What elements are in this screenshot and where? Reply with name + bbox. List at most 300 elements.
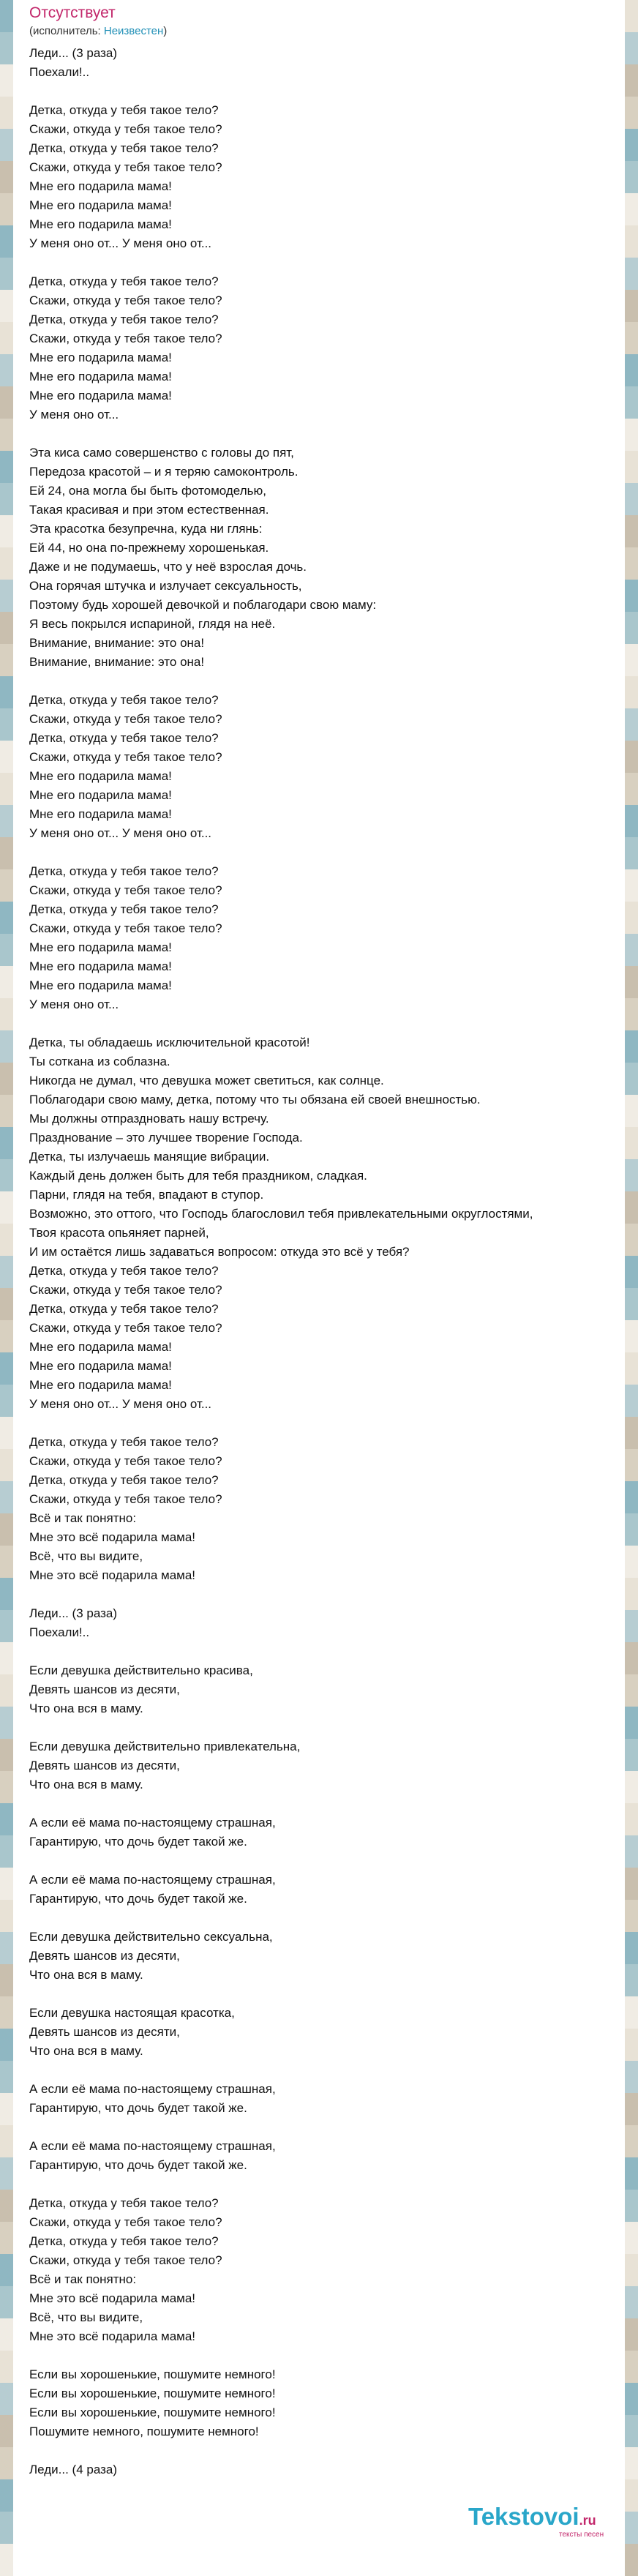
stripe-segment bbox=[625, 1320, 638, 1352]
stripe-segment bbox=[0, 322, 13, 354]
stripe-segment bbox=[0, 1610, 13, 1642]
stripe-segment bbox=[0, 2157, 13, 2190]
lyric-line: Она горячая штучка и излучает сексуальность, bbox=[29, 579, 302, 593]
lyric-line: Девять шансов из десяти, bbox=[29, 1759, 180, 1772]
lyric-line: Девять шансов из десяти, bbox=[29, 2025, 180, 2039]
stripe-segment bbox=[0, 773, 13, 805]
lyric-blank-line bbox=[29, 424, 623, 443]
lyric-line: Мне его подарила мама! bbox=[29, 807, 172, 821]
lyric-line: Девять шансов из десяти, bbox=[29, 1682, 180, 1696]
stripe-segment bbox=[625, 1063, 638, 1095]
logo-name: Tekstovoi bbox=[468, 2503, 579, 2530]
stripe-segment bbox=[625, 1835, 638, 1868]
stripe-segment bbox=[625, 1417, 638, 1449]
lyric-line: Скажи, откуда у тебя такое тело? bbox=[29, 160, 222, 174]
stripe-segment bbox=[0, 1803, 13, 1835]
lyric-blank-line bbox=[29, 2061, 623, 2080]
stripe-segment bbox=[0, 644, 13, 676]
artist-prefix: (исполнитель: bbox=[29, 25, 104, 37]
stripe-segment bbox=[0, 129, 13, 161]
lyric-line: Пошумите немного, пошумите немного! bbox=[29, 2425, 259, 2438]
stripe-segment bbox=[625, 515, 638, 547]
stripe-segment bbox=[625, 612, 638, 644]
lyric-line: Скажи, откуда у тебя такое тело? bbox=[29, 883, 222, 897]
lyric-line: Поехали!.. bbox=[29, 65, 90, 79]
stripe-segment bbox=[0, 258, 13, 290]
lyric-line: Никогда не думал, что девушка может светиться, как солнце. bbox=[29, 1074, 384, 1087]
stripe-segment bbox=[625, 2222, 638, 2254]
stripe-segment bbox=[625, 1352, 638, 1385]
stripe-segment bbox=[0, 2415, 13, 2447]
lyric-blank-line bbox=[29, 672, 623, 691]
lyric-line: Парни, глядя на тебя, впадают в ступор. bbox=[29, 1188, 264, 1202]
lyric-line: Скажи, откуда у тебя такое тело? bbox=[29, 332, 222, 345]
stripe-segment bbox=[0, 1674, 13, 1707]
lyric-line: Детка, откуда у тебя такое тело? bbox=[29, 2196, 219, 2210]
stripe-segment bbox=[625, 1385, 638, 1417]
stripe-segment bbox=[0, 64, 13, 97]
stripe-segment bbox=[0, 2544, 13, 2576]
lyrics-text bbox=[29, 44, 623, 2479]
lyric-line: У меня оно от... У меня оно от... bbox=[29, 236, 212, 250]
stripe-segment bbox=[0, 483, 13, 515]
lyric-line: У меня оно от... У меня оно от... bbox=[29, 826, 212, 840]
stripe-segment bbox=[0, 32, 13, 64]
stripe-segment bbox=[625, 837, 638, 869]
lyric-line: Скажи, откуда у тебя такое тело? bbox=[29, 1454, 222, 1468]
stripe-segment bbox=[625, 1513, 638, 1546]
lyric-line: Мне его подарила мама! bbox=[29, 978, 172, 992]
stripe-segment bbox=[625, 2157, 638, 2190]
lyric-line: Поехали!.. bbox=[29, 1625, 90, 1639]
stripe-segment bbox=[0, 1481, 13, 1513]
stripe-segment bbox=[0, 837, 13, 869]
stripe-segment bbox=[0, 741, 13, 773]
stripe-segment bbox=[0, 2479, 13, 2512]
lyric-line: Мне его подарила мама! bbox=[29, 1378, 172, 1392]
stripe-segment bbox=[0, 1964, 13, 1996]
lyric-line: Девять шансов из десяти, bbox=[29, 1949, 180, 1963]
lyric-line: Скажи, откуда у тебя такое тело? bbox=[29, 712, 222, 726]
lyric-line: У меня оно от... bbox=[29, 408, 119, 422]
lyric-blank-line bbox=[29, 82, 623, 101]
lyric-line: Мне его подарила мама! bbox=[29, 788, 172, 802]
stripe-segment bbox=[0, 1996, 13, 2029]
stripe-segment bbox=[625, 1900, 638, 1932]
stripe-segment bbox=[625, 354, 638, 386]
stripe-segment bbox=[0, 1835, 13, 1868]
stripe-segment bbox=[0, 1578, 13, 1610]
stripe-segment bbox=[0, 1352, 13, 1385]
lyric-line: А если её мама по-настоящему страшная, bbox=[29, 2082, 276, 2096]
stripe-segment bbox=[625, 902, 638, 934]
lyric-line: У меня оно от... bbox=[29, 997, 119, 1011]
stripe-segment bbox=[625, 1191, 638, 1224]
stripe-segment bbox=[625, 2383, 638, 2415]
stripe-segment bbox=[625, 2512, 638, 2544]
stripe-segment bbox=[625, 2286, 638, 2318]
stripe-segment bbox=[625, 1578, 638, 1610]
stripe-segment bbox=[0, 708, 13, 741]
stripe-segment bbox=[625, 290, 638, 322]
logo-tagline: тексты песен bbox=[559, 2531, 604, 2539]
stripe-segment bbox=[0, 2318, 13, 2351]
stripe-segment bbox=[0, 1868, 13, 1900]
lyric-line: Если вы хорошенькие, пошумите немного! bbox=[29, 2386, 276, 2400]
lyric-line: Мне это всё подарила мама! bbox=[29, 1568, 196, 1582]
lyric-line: Детка, откуда у тебя такое тело? bbox=[29, 1435, 219, 1449]
lyric-blank-line bbox=[29, 1852, 623, 1871]
stripe-segment bbox=[0, 869, 13, 902]
lyric-line: Леди... (3 раза) bbox=[29, 1606, 118, 1620]
stripe-segment bbox=[0, 225, 13, 258]
stripe-segment bbox=[0, 1127, 13, 1159]
stripe-segment bbox=[0, 1707, 13, 1739]
lyrics-page bbox=[29, 0, 623, 2550]
stripe-segment bbox=[625, 64, 638, 97]
stripe-segment bbox=[0, 2061, 13, 2093]
stripe-segment bbox=[625, 2415, 638, 2447]
stripe-segment bbox=[625, 1481, 638, 1513]
lyric-line: Леди... (4 раза) bbox=[29, 2463, 118, 2476]
stripe-segment bbox=[0, 2447, 13, 2479]
lyric-line: А если её мама по-настоящему страшная, bbox=[29, 1816, 276, 1830]
stripe-segment bbox=[625, 129, 638, 161]
lyric-line: Гарантирую, что дочь будет такой же. bbox=[29, 1892, 247, 1906]
stripe-segment bbox=[0, 1191, 13, 1224]
lyric-line: А если её мама по-настоящему страшная, bbox=[29, 1873, 276, 1887]
lyric-line: Твоя красота опьяняет парней, bbox=[29, 1226, 209, 1240]
stripe-segment bbox=[625, 1964, 638, 1996]
stripe-segment bbox=[0, 1546, 13, 1578]
stripe-segment bbox=[625, 2544, 638, 2576]
lyric-line: Эта красотка безупречна, куда ни глянь: bbox=[29, 522, 263, 536]
stripe-segment bbox=[625, 1449, 638, 1481]
stripe-segment bbox=[625, 2447, 638, 2479]
tekstovoi-logo[interactable] bbox=[468, 2503, 622, 2541]
lyric-line: Детка, откуда у тебя такое тело? bbox=[29, 1264, 219, 1278]
lyric-line: Что она вся в маму. bbox=[29, 1701, 143, 1715]
stripe-segment bbox=[625, 483, 638, 515]
stripe-segment bbox=[0, 2512, 13, 2544]
stripe-segment bbox=[625, 1674, 638, 1707]
stripe-segment bbox=[625, 2125, 638, 2157]
stripe-segment bbox=[0, 2125, 13, 2157]
stripe-segment bbox=[625, 2254, 638, 2286]
stripe-segment bbox=[625, 193, 638, 225]
stripe-segment bbox=[0, 0, 13, 32]
lyric-line: Скажи, откуда у тебя такое тело? bbox=[29, 1492, 222, 1506]
artist-suffix: ) bbox=[163, 25, 168, 37]
stripe-segment bbox=[0, 1095, 13, 1127]
stripe-segment bbox=[625, 2093, 638, 2125]
stripe-segment bbox=[625, 1288, 638, 1320]
stripe-segment bbox=[625, 386, 638, 419]
stripe-segment bbox=[0, 290, 13, 322]
lyric-blank-line bbox=[29, 1909, 623, 1928]
stripe-segment bbox=[625, 451, 638, 483]
stripe-segment bbox=[625, 32, 638, 64]
stripe-segment bbox=[625, 97, 638, 129]
lyric-line: Что она вся в маму. bbox=[29, 1778, 143, 1791]
logo-tld: .ru bbox=[579, 2513, 596, 2528]
lyric-line: Скажи, откуда у тебя такое тело? bbox=[29, 122, 222, 136]
lyric-line: Детка, откуда у тебя такое тело? bbox=[29, 1302, 219, 1316]
lyric-blank-line bbox=[29, 2175, 623, 2194]
lyric-line: Скажи, откуда у тебя такое тело? bbox=[29, 293, 222, 307]
lyric-line: Мне его подарила мама! bbox=[29, 198, 172, 212]
stripe-segment bbox=[0, 1159, 13, 1191]
lyric-line: Детка, откуда у тебя такое тело? bbox=[29, 2234, 219, 2248]
stripe-segment bbox=[625, 419, 638, 451]
stripe-segment bbox=[625, 773, 638, 805]
lyric-line: Мне его подарила мама! bbox=[29, 1340, 172, 1354]
stripe-segment bbox=[625, 1868, 638, 1900]
lyric-blank-line bbox=[29, 1414, 623, 1433]
stripe-segment bbox=[625, 1610, 638, 1642]
stripe-segment bbox=[625, 1159, 638, 1191]
stripe-segment bbox=[0, 1288, 13, 1320]
stripe-segment bbox=[625, 708, 638, 741]
stripe-segment bbox=[0, 515, 13, 547]
stripe-segment bbox=[625, 1256, 638, 1288]
lyric-blank-line bbox=[29, 1014, 623, 1033]
lyric-blank-line bbox=[29, 2346, 623, 2365]
stripe-segment bbox=[625, 676, 638, 708]
lyric-line: Передоза красотой – и я теряю самоконтроль. bbox=[29, 465, 299, 479]
stripe-segment bbox=[625, 805, 638, 837]
lyric-line: Поэтому будь хорошей девочкой и поблагодари свою маму: bbox=[29, 598, 377, 612]
stripe-segment bbox=[625, 966, 638, 998]
stripe-segment bbox=[0, 354, 13, 386]
stripe-segment bbox=[0, 193, 13, 225]
stripe-segment bbox=[0, 1030, 13, 1063]
lyric-line: Празднование – это лучшее творение Господа. bbox=[29, 1131, 303, 1145]
lyric-line: Всё, что вы видите, bbox=[29, 1549, 143, 1563]
stripe-segment bbox=[0, 805, 13, 837]
stripe-segment bbox=[625, 1996, 638, 2029]
stripe-segment bbox=[625, 644, 638, 676]
stripe-segment bbox=[0, 1224, 13, 1256]
stripe-segment bbox=[0, 934, 13, 966]
lyric-line: Возможно, это оттого, что Господь благословил тебя привлекательными округлостями, bbox=[29, 1207, 533, 1221]
stripe-segment bbox=[0, 1417, 13, 1449]
stripe-segment bbox=[625, 1707, 638, 1739]
lyric-line: Поблагодари свою маму, детка, потому что ты обязана ей своей внешностью. bbox=[29, 1093, 481, 1107]
lyric-line: Детка, откуда у тебя такое тело? bbox=[29, 731, 219, 745]
lyric-line: Мне его подарила мама! bbox=[29, 389, 172, 402]
stripe-segment bbox=[625, 1224, 638, 1256]
lyric-line: Скажи, откуда у тебя такое тело? bbox=[29, 2215, 222, 2229]
lyric-line: Скажи, откуда у тебя такое тело? bbox=[29, 921, 222, 935]
lyric-line: Эта киса само совершенство с головы до пят, bbox=[29, 446, 294, 460]
stripe-segment bbox=[625, 998, 638, 1030]
stripe-segment bbox=[0, 612, 13, 644]
stripe-segment bbox=[625, 2351, 638, 2383]
lyric-line: Мне его подарила мама! bbox=[29, 959, 172, 973]
lyric-line: Скажи, откуда у тебя такое тело? bbox=[29, 1283, 222, 1297]
lyric-blank-line bbox=[29, 1985, 623, 2004]
stripe-segment bbox=[0, 1256, 13, 1288]
stripe-segment bbox=[625, 1546, 638, 1578]
lyric-line: Мне его подарила мама! bbox=[29, 940, 172, 954]
lyric-line: Каждый день должен быть для тебя праздником, сладкая. bbox=[29, 1169, 367, 1183]
lyric-line: Если вы хорошенькие, пошумите немного! bbox=[29, 2367, 276, 2381]
lyric-line: Если девушка действительно привлекательна, bbox=[29, 1740, 301, 1753]
lyric-line: Что она вся в маму. bbox=[29, 2044, 143, 2058]
stripe-segment bbox=[625, 1030, 638, 1063]
stripe-segment bbox=[0, 998, 13, 1030]
stripe-segment bbox=[625, 2029, 638, 2061]
lyric-line: Внимание, внимание: это она! bbox=[29, 636, 205, 650]
stripe-segment bbox=[625, 2190, 638, 2222]
stripe-segment bbox=[0, 2286, 13, 2318]
stripe-segment bbox=[0, 1642, 13, 1674]
lyric-line: Детка, откуда у тебя такое тело? bbox=[29, 274, 219, 288]
stripe-segment bbox=[625, 225, 638, 258]
stripe-segment bbox=[625, 1095, 638, 1127]
stripe-segment bbox=[625, 0, 638, 32]
stripe-segment bbox=[0, 547, 13, 580]
stripe-segment bbox=[625, 547, 638, 580]
stripe-segment bbox=[0, 1739, 13, 1771]
lyric-blank-line bbox=[29, 1642, 623, 1661]
lyric-blank-line bbox=[29, 253, 623, 272]
lyric-line: Мне его подарила мама! bbox=[29, 769, 172, 783]
stripe-segment bbox=[0, 451, 13, 483]
stripe-segment bbox=[0, 2351, 13, 2383]
stripe-segment bbox=[625, 1932, 638, 1964]
lyric-blank-line bbox=[29, 843, 623, 862]
stripe-segment bbox=[0, 419, 13, 451]
lyric-line: Скажи, откуда у тебя такое тело? bbox=[29, 1321, 222, 1335]
lyric-line: Всё, что вы видите, bbox=[29, 2310, 143, 2324]
stripe-segment bbox=[625, 2318, 638, 2351]
lyric-line: Мне его подарила мама! bbox=[29, 351, 172, 364]
stripe-segment bbox=[625, 2061, 638, 2093]
lyric-line: Детка, откуда у тебя такое тело? bbox=[29, 864, 219, 878]
stripe-segment bbox=[0, 676, 13, 708]
stripe-segment bbox=[0, 97, 13, 129]
lyric-line: У меня оно от... У меня оно от... bbox=[29, 1397, 212, 1411]
stripe-segment bbox=[0, 1063, 13, 1095]
lyric-line: Я весь покрылся испариной, глядя на неё. bbox=[29, 617, 276, 631]
lyric-line: Внимание, внимание: это она! bbox=[29, 655, 205, 669]
lyric-blank-line bbox=[29, 1718, 623, 1737]
lyric-line: Мне его подарила мама! bbox=[29, 370, 172, 383]
stripe-segment bbox=[0, 1449, 13, 1481]
song-title: Отсутствует bbox=[29, 4, 116, 21]
lyric-line: Детка, откуда у тебя такое тело? bbox=[29, 693, 219, 707]
stripe-segment bbox=[0, 2029, 13, 2061]
lyric-line: Скажи, откуда у тебя такое тело? bbox=[29, 2253, 222, 2267]
left-decorative-stripe bbox=[0, 0, 13, 2550]
lyric-line: Детка, откуда у тебя такое тело? bbox=[29, 902, 219, 916]
stripe-segment bbox=[0, 580, 13, 612]
stripe-segment bbox=[625, 580, 638, 612]
stripe-segment bbox=[625, 1771, 638, 1803]
lyric-blank-line bbox=[29, 2118, 623, 2137]
lyric-line: Даже и не подумаешь, что у неё взрослая дочь. bbox=[29, 560, 307, 574]
lyric-line: Если девушка действительно красива, bbox=[29, 1663, 253, 1677]
song-artist-line bbox=[29, 25, 167, 37]
stripe-segment bbox=[0, 1320, 13, 1352]
lyric-line: Мне это всё подарила мама! bbox=[29, 1530, 196, 1544]
lyric-line: Скажи, откуда у тебя такое тело? bbox=[29, 750, 222, 764]
lyric-line: Всё и так понятно: bbox=[29, 1511, 137, 1525]
lyric-blank-line bbox=[29, 1794, 623, 1813]
lyric-line: Если девушка настоящая красотка, bbox=[29, 2006, 235, 2020]
stripe-segment bbox=[625, 1642, 638, 1674]
artist-link[interactable]: Неизвестен bbox=[103, 25, 164, 37]
lyric-line: Мне это всё подарила мама! bbox=[29, 2329, 196, 2343]
lyric-line: Если вы хорошенькие, пошумите немного! bbox=[29, 2405, 276, 2419]
stripe-segment bbox=[0, 1771, 13, 1803]
lyric-line: Детка, откуда у тебя такое тело? bbox=[29, 103, 219, 117]
lyric-line: Детка, ты излучаешь манящие вибрации. bbox=[29, 1150, 270, 1164]
stripe-segment bbox=[625, 1739, 638, 1771]
stripe-segment bbox=[0, 161, 13, 193]
lyric-line: Мне это всё подарила мама! bbox=[29, 2291, 196, 2305]
lyric-line: Ей 44, но она по-прежнему хорошенькая. bbox=[29, 541, 269, 555]
stripe-segment bbox=[625, 2479, 638, 2512]
lyric-line: Гарантирую, что дочь будет такой же. bbox=[29, 2158, 247, 2172]
stripe-segment bbox=[0, 2383, 13, 2415]
lyric-line: Что она вся в маму. bbox=[29, 1968, 143, 1982]
lyric-blank-line bbox=[29, 2441, 623, 2460]
stripe-segment bbox=[0, 2093, 13, 2125]
lyric-line: Гарантирую, что дочь будет такой же. bbox=[29, 1835, 247, 1849]
lyric-line: А если её мама по-настоящему страшная, bbox=[29, 2139, 276, 2153]
lyric-line: Мне его подарила мама! bbox=[29, 1359, 172, 1373]
lyric-line: Гарантирую, что дочь будет такой же. bbox=[29, 2101, 247, 2115]
lyric-line: Мы должны отпраздновать нашу встречу. bbox=[29, 1112, 269, 1126]
lyric-line: Детка, откуда у тебя такое тело? bbox=[29, 141, 219, 155]
lyric-line: Детка, ты обладаешь исключительной красотой! bbox=[29, 1036, 310, 1049]
lyric-line: Детка, откуда у тебя такое тело? bbox=[29, 312, 219, 326]
stripe-segment bbox=[0, 2222, 13, 2254]
lyric-line: Ты соткана из соблазна. bbox=[29, 1055, 170, 1068]
stripe-segment bbox=[625, 1127, 638, 1159]
lyric-line: Такая красивая и при этом естественная. bbox=[29, 503, 269, 517]
stripe-segment bbox=[625, 258, 638, 290]
stripe-segment bbox=[0, 386, 13, 419]
stripe-segment bbox=[0, 1385, 13, 1417]
stripe-segment bbox=[625, 161, 638, 193]
lyric-line: Детка, откуда у тебя такое тело? bbox=[29, 1473, 219, 1487]
stripe-segment bbox=[625, 934, 638, 966]
stripe-segment bbox=[0, 902, 13, 934]
stripe-segment bbox=[0, 2190, 13, 2222]
lyric-line: Мне его подарила мама! bbox=[29, 179, 172, 193]
lyric-line: Мне его подарила мама! bbox=[29, 217, 172, 231]
stripe-segment bbox=[0, 1513, 13, 1546]
stripe-segment bbox=[625, 869, 638, 902]
lyric-line: Леди... (3 раза) bbox=[29, 46, 118, 60]
stripe-segment bbox=[0, 2254, 13, 2286]
stripe-segment bbox=[0, 1932, 13, 1964]
logo-wordmark bbox=[468, 2503, 596, 2531]
right-decorative-stripe bbox=[625, 0, 638, 2550]
stripe-segment bbox=[0, 1900, 13, 1932]
stripe-segment bbox=[625, 1803, 638, 1835]
stripe-segment bbox=[625, 741, 638, 773]
lyric-line: Ей 24, она могла бы быть фотомоделью, bbox=[29, 484, 266, 498]
lyric-line: И им остаётся лишь задаваться вопросом: откуда это всё у тебя? bbox=[29, 1245, 410, 1259]
stripe-segment bbox=[0, 966, 13, 998]
lyric-blank-line bbox=[29, 1585, 623, 1604]
lyric-line: Всё и так понятно: bbox=[29, 2272, 137, 2286]
